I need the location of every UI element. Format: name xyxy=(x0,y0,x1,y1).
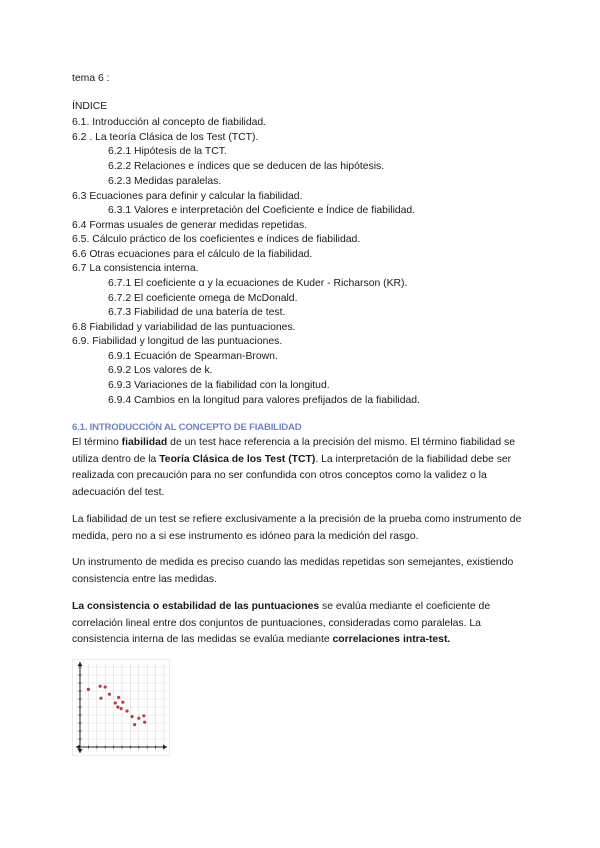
toc-item: 6.3 Ecuaciones para definir y calcular la fiabilidad. xyxy=(72,191,303,202)
paragraph-bold: fiabilidad xyxy=(121,437,168,448)
paragraph-text: El término xyxy=(72,437,122,448)
data-point xyxy=(137,717,140,720)
paragraph-bold: Teoría Clásica de los Test (TCT) xyxy=(159,453,316,465)
paragraph-bold: La consistencia o estabilidad de las puntuaciones xyxy=(72,601,320,612)
toc-item: 6.2 . La teoría Clásica de los Test (TCT). xyxy=(72,132,259,143)
paragraph-1 xyxy=(72,435,532,501)
section-heading: 6.1. INTRODUCCIÓN AL CONCEPTO DE FIABILIDAD xyxy=(72,422,302,433)
toc-item: 6.7.2 El coeficiente omega de McDonald. xyxy=(108,293,298,304)
toc-item: 6.8 Fiabilidad y variabilidad de las puntuaciones. xyxy=(72,322,296,333)
toc-item: 6.6 Otras ecuaciones para el cálculo de la fiabilidad. xyxy=(72,249,313,260)
data-point xyxy=(142,714,145,717)
toc-item: 6.7.1 El coeficiente α y la ecuaciones de Kuder - Richarson (KR). xyxy=(108,278,408,289)
data-point xyxy=(143,721,146,724)
toc-item: 6.9. Fiabilidad y longitud de las puntuaciones. xyxy=(72,336,283,347)
data-point xyxy=(108,693,111,696)
data-point xyxy=(116,705,119,708)
toc-item: 6.2.2 Relaciones e índices que se deducen de las hipótesis. xyxy=(108,161,385,172)
toc-item: 6.5. Cálculo práctico de los coeficientes e índices de fiabilidad. xyxy=(72,234,361,245)
toc-item: 6.9.4 Cambios en la longitud para valores prefijados de la fiabilidad. xyxy=(108,395,420,406)
paragraph-4 xyxy=(72,599,532,649)
doc-title: tema 6 : xyxy=(72,73,110,84)
paragraph-bold: correlaciones intra-test. xyxy=(332,634,451,645)
data-point xyxy=(87,688,90,691)
data-point xyxy=(121,701,124,704)
data-point xyxy=(99,697,102,700)
paragraph-text: de un test hace referencia a la precisión del mismo. El término fiabilidad se utiliza dentro de la xyxy=(72,437,515,465)
toc-item: 6.3.1 Valores e interpretación del Coeficiente e Índice de fiabilidad. xyxy=(108,205,416,216)
toc-item: 6.7 La consistencia interna. xyxy=(72,263,199,274)
toc-item: 6.9.3 Variaciones de la fiabilidad con la longitud. xyxy=(108,380,330,391)
data-point xyxy=(114,701,117,704)
paragraph-text: se evalúa mediante el coeficiente de correlación lineal entre dos conjuntos de puntuaciones, consideradas como paralelas. La consistencia interna de las medidas se evalúa mediante xyxy=(72,601,491,645)
data-point xyxy=(117,696,120,699)
toc-item: 6.4 Formas usuales de generar medidas repetidas. xyxy=(72,220,308,231)
toc-item: 6.2.1 Hipótesis de la TCT. xyxy=(108,146,227,157)
data-point xyxy=(125,709,128,712)
data-point xyxy=(99,685,102,688)
scatter-plot xyxy=(72,659,170,756)
toc-item: 6.7.3 Fiabilidad de una batería de test. xyxy=(108,307,286,318)
toc-item: 6.2.3 Medidas paralelas. xyxy=(108,176,222,187)
data-point xyxy=(133,723,136,726)
paragraph-text: . La interpretación de la fiabilidad debe ser realizada con precaución para no ser confundida con otros conceptos como la validez o la adecuación del test. xyxy=(72,453,512,498)
toc-item: 6.9.1 Ecuación de Spearman-Brown. xyxy=(108,351,278,362)
paragraph-3: Un instrumento de medida es preciso cuando las medidas repetidas son semejantes, existiendo consistencia entre las medidas. xyxy=(72,557,514,585)
data-point xyxy=(130,715,133,718)
data-point xyxy=(104,685,107,688)
toc-item: 6.9.2 Los valores de k. xyxy=(108,365,213,376)
index-title: ÍNDICE xyxy=(72,101,108,112)
toc-item: 6.1. Introducción al concepto de fiabilidad. xyxy=(72,117,267,128)
paragraph-2: La fiabilidad de un test se refiere exclusivamente a la precisión de la prueba como instrumento de medida, pero no a si ese instrumento es idóneo para la medición del rasgo. xyxy=(72,514,522,542)
data-point xyxy=(120,707,123,710)
